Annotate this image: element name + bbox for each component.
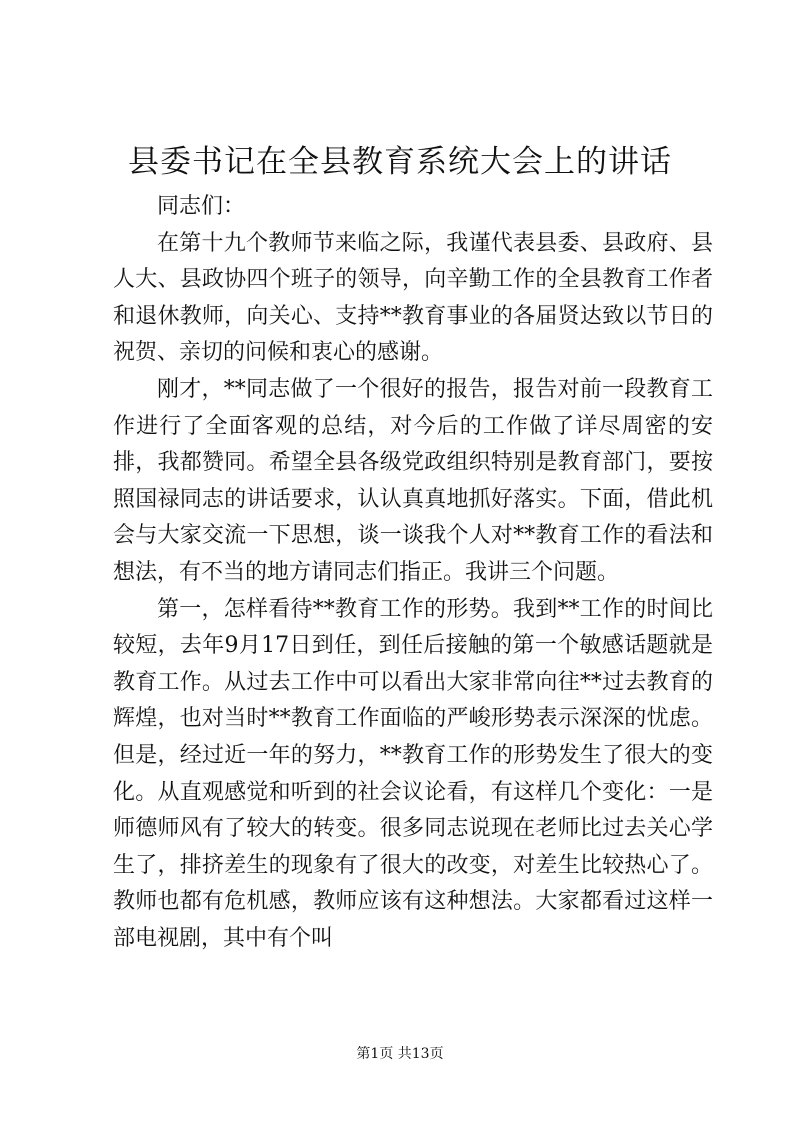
document-body [113,189,713,957]
paragraph: 刚才，**同志做了一个很好的报告，报告对前一段教育工作进行了全面客观的总结，对今后的工作做了详尽周密的安排，我都赞同。希望全县各级党政组织特别是教育部门，要按照国禄同志的讲话要求，认认真真地抓好落实。下面，借此机会与大家交流一下思想，谈一谈我个人对**教育工作的看法和想法，有不当的地方请同志们指正。我讲三个问题。 [113,376,713,585]
page-number-footer: 第1页 共13页 [356,1046,444,1062]
salutation: 同志们： [157,194,246,219]
document-title: 县委书记在全县教育系统大会上的讲话 [128,144,672,180]
paragraph: 第一，怎样看待**教育工作的形势。我到**工作的时间比较短，去年9月17日到任，到任后接触的第一个敏感话题就是教育工作。从过去工作中可以看出大家非常向往**过去教育的辉煌，也对当时**教育工作面临的严峻形势表示深深的忧虑。但是，经过近一年的努力，**教育工作的形势发生了很大的变化。从直观感觉和听到的社会议论看，有这样几个变化：一是师德师风有了较大的转变。很多同志说现在老师比过去关心学生了，排挤差生的现象有了很大的改变，对差生比较热心了。教师也都有危机感，教师应该有这种想法。大家都看过这样一部电视剧，其中有个叫 [113,596,713,951]
paragraph: 在第十九个教师节来临之际，我谨代表县委、县政府、县人大、县政协四个班子的领导，向辛勤工作的全县教育工作者和退休教师，向关心、支持**教育事业的各届贤达致以节日的祝贺、亲切的问候和衷心的感谢。 [113,230,713,366]
